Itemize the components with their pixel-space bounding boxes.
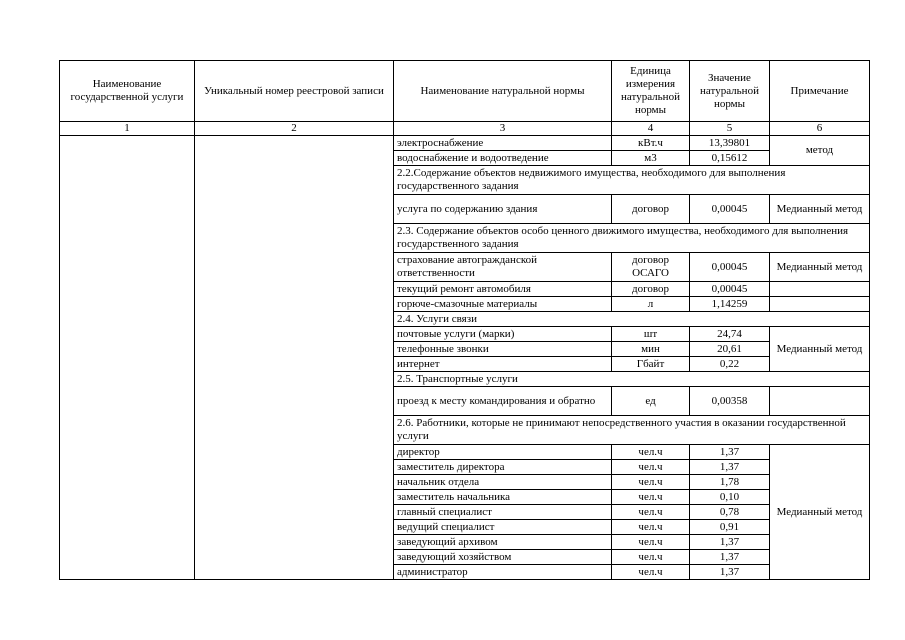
norm-value: 24,74 — [690, 327, 770, 342]
norm-unit: чел.ч — [612, 505, 690, 520]
norm-value: 0,00045 — [690, 253, 770, 282]
norm-value: 1,14259 — [690, 297, 770, 312]
service-name-cell — [60, 136, 195, 580]
column-number: 1 — [60, 122, 195, 136]
norm-name: страхование автогражданской ответственности — [394, 253, 612, 282]
norm-name: заместитель начальника — [394, 490, 612, 505]
norm-name: текущий ремонт автомобиля — [394, 282, 612, 297]
column-number: 3 — [394, 122, 612, 136]
registry-number-cell — [195, 136, 394, 580]
note-median-method: Медианный метод — [770, 253, 870, 282]
norm-name: проезд к месту командирования и обратно — [394, 387, 612, 416]
header-norm-name: Наименование натуральной нормы — [394, 61, 612, 122]
norm-name: главный специалист — [394, 505, 612, 520]
norm-unit: шт — [612, 327, 690, 342]
norm-unit: мин — [612, 342, 690, 357]
table-row — [60, 136, 870, 151]
norm-name: телефонные звонки — [394, 342, 612, 357]
norm-value: 1,37 — [690, 565, 770, 580]
norm-unit: ед — [612, 387, 690, 416]
norm-unit: чел.ч — [612, 460, 690, 475]
norm-name: услуга по содержанию здания — [394, 195, 612, 224]
norm-unit: чел.ч — [612, 475, 690, 490]
header-row — [60, 61, 870, 122]
norm-name: ведущий специалист — [394, 520, 612, 535]
note-median-method: Медианный метод — [770, 195, 870, 224]
norms-table — [59, 60, 870, 580]
norm-unit: договор ОСАГО — [612, 253, 690, 282]
column-number: 6 — [770, 122, 870, 136]
norm-value: 1,37 — [690, 460, 770, 475]
norm-unit: договор — [612, 195, 690, 224]
norm-name: заместитель директора — [394, 460, 612, 475]
norm-value: 20,61 — [690, 342, 770, 357]
norm-value: 0,10 — [690, 490, 770, 505]
norm-unit: договор — [612, 282, 690, 297]
norm-unit: кВт.ч — [612, 136, 690, 151]
note-median-method: Медианный метод — [770, 445, 870, 580]
norm-unit: чел.ч — [612, 490, 690, 505]
norm-value: 0,91 — [690, 520, 770, 535]
column-number: 2 — [195, 122, 394, 136]
norm-value: 0,22 — [690, 357, 770, 372]
norm-name: заведующий архивом — [394, 535, 612, 550]
norm-value: 0,00358 — [690, 387, 770, 416]
norm-unit: чел.ч — [612, 445, 690, 460]
norm-value: 1,78 — [690, 475, 770, 490]
norm-name: директор — [394, 445, 612, 460]
norm-value: 13,39801 — [690, 136, 770, 151]
norm-unit: л — [612, 297, 690, 312]
section-title: 2.5. Транспортные услуги — [394, 372, 870, 387]
norm-name: администратор — [394, 565, 612, 580]
norm-value: 1,37 — [690, 550, 770, 565]
norm-unit: чел.ч — [612, 550, 690, 565]
column-number: 5 — [690, 122, 770, 136]
norm-name: горюче-смазочные материалы — [394, 297, 612, 312]
note-median-method: Медианный метод — [770, 327, 870, 372]
norm-name: водоснабжение и водоотведение — [394, 151, 612, 166]
norm-name: заведующий хозяйством — [394, 550, 612, 565]
section-title: 2.4. Услуги связи — [394, 312, 870, 327]
header-registry-number: Уникальный номер реестровой записи — [195, 61, 394, 122]
norm-name: электроснабжение — [394, 136, 612, 151]
column-number: 4 — [612, 122, 690, 136]
header-value: Значение натуральной нормы — [690, 61, 770, 122]
section-title: 2.6. Работники, которые не принимают непосредственного участия в оказании государственной услуги — [394, 416, 870, 445]
note-method: метод — [770, 136, 870, 166]
header-service-name: Наименование государственной услуги — [60, 61, 195, 122]
norm-value: 1,37 — [690, 535, 770, 550]
norm-name: начальник отдела — [394, 475, 612, 490]
norm-value: 0,00045 — [690, 282, 770, 297]
section-title: 2.3. Содержание объектов особо ценного движимого имущества, необходимого для выполнения государственного задания — [394, 224, 870, 253]
header-note: Примечание — [770, 61, 870, 122]
note-empty — [770, 387, 870, 416]
norm-value: 0,00045 — [690, 195, 770, 224]
norm-value: 0,78 — [690, 505, 770, 520]
norm-unit: Гбайт — [612, 357, 690, 372]
header-unit: Единица измерения натуральной нормы — [612, 61, 690, 122]
note-empty — [770, 282, 870, 297]
norm-unit: чел.ч — [612, 520, 690, 535]
norm-unit: чел.ч — [612, 535, 690, 550]
norm-value: 1,37 — [690, 445, 770, 460]
section-title: 2.2.Содержание объектов недвижимого имущества, необходимого для выполнения государственного задания — [394, 166, 870, 195]
norm-value: 0,15612 — [690, 151, 770, 166]
norm-name: почтовые услуги (марки) — [394, 327, 612, 342]
note-empty — [770, 297, 870, 312]
column-number-row — [60, 122, 870, 136]
norm-unit: м3 — [612, 151, 690, 166]
norm-unit: чел.ч — [612, 565, 690, 580]
norm-name: интернет — [394, 357, 612, 372]
